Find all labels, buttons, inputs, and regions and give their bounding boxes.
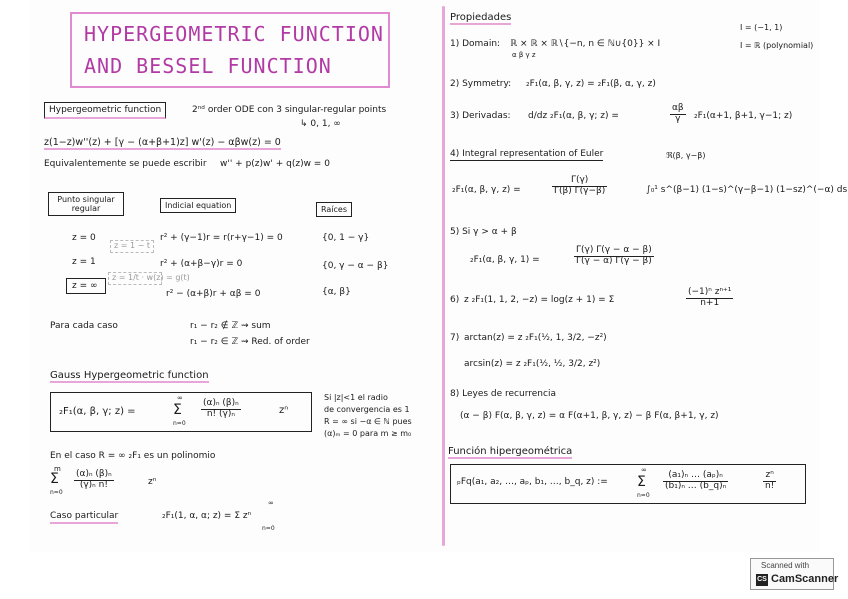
gauss-theorem-frac xyxy=(574,246,654,267)
general-sum-upper: ∞ xyxy=(641,466,647,474)
cases-label: Para cada caso xyxy=(50,321,118,331)
gauss-theorem-lhs: ₂F₁(α, β, γ, 1) = xyxy=(470,255,540,265)
polynomial-text: En el caso R = ∞ ₂F₁ es un polinomio xyxy=(50,451,216,461)
general-z-denominator: n! xyxy=(765,480,775,491)
log-denominator: n+1 xyxy=(700,297,720,308)
gauss-theorem-label: 5) Si γ > α + β xyxy=(450,227,517,237)
sum-sign: Σ xyxy=(173,402,182,418)
domain-polynomial: I = ℝ (polynomial) xyxy=(740,41,814,50)
general-frac xyxy=(663,471,728,492)
case-non-integer: r₁ − r₂ ∉ ℤ ⇝ sum xyxy=(190,321,271,331)
row-point: z = 1 xyxy=(72,257,96,267)
particular-case-label: Caso particular xyxy=(50,512,118,524)
gauss-theorem-numerator: Γ(γ) Γ(γ − α − β) xyxy=(576,245,652,255)
sum-lower: n=0 xyxy=(173,420,186,427)
log-label: 6) xyxy=(450,295,460,305)
equivalent-equation: w'' + p(z)w' + q(z)w = 0 xyxy=(220,159,330,169)
domain-label: 1) Domain: xyxy=(450,39,501,49)
table-header-indicial-equation: Indicial equation xyxy=(160,198,236,213)
equivalent-text: Equivalentemente se puede escribir xyxy=(44,159,207,169)
domain-interval: I = (−1, 1) xyxy=(740,23,783,32)
general-sum-sign: Σ xyxy=(637,474,646,490)
row-roots: {0, γ − α − β} xyxy=(322,261,389,271)
hypergeometric-function-heading: Hypergeometric function xyxy=(44,102,166,119)
general-hypergeometric-lhs: ₚFq(a₁, a₂, …, aₚ, b₁, …, b_q, z) := xyxy=(457,477,608,487)
recurrence-label: 8) Leyes de recurrencia xyxy=(450,389,556,399)
domain-equation: ℝ × ℝ × ℝ∖{−n, n ∈ ℕ∪{0}} × I xyxy=(510,39,661,49)
gauss-note-line: Si |z|<1 el radio xyxy=(324,393,388,402)
log-equation: z ₂F₁(1, 1, 2, −z) = log(z + 1) = Σ xyxy=(464,295,615,305)
integral-lhs: ₂F₁(α, β, γ, z) = xyxy=(452,185,521,195)
symmetry-equation: ₂F₁(α, β, γ, z) = ₂F₁(β, α, γ, z) xyxy=(526,79,656,89)
poly-sum-sign: Σ xyxy=(50,471,59,487)
column-divider xyxy=(442,6,445,546)
table-header-singular-point: Punto singular regular xyxy=(48,192,124,216)
gauss-definition-box xyxy=(50,392,312,432)
gauss-theorem-denominator: Γ(γ − α) Γ(γ − β) xyxy=(576,255,652,266)
camscanner-brand-text: CamScanner xyxy=(771,573,839,585)
general-numerator: (a₁)ₙ … (aₚ)ₙ xyxy=(663,471,728,482)
derivatives-lhs: d/dz ₂F₁(α, β, γ; z) = xyxy=(528,111,619,121)
camscanner-watermark xyxy=(750,558,839,590)
arctan-label: 7) xyxy=(450,333,460,343)
domain-subscripts: α β γ z xyxy=(512,51,536,59)
derivatives-numerator: αβ xyxy=(672,103,684,113)
poly-frac xyxy=(74,470,114,491)
integral-body: ∫₀¹ s^(β−1) (1−s)^(γ−β−1) (1−sz)^(−α) ds xyxy=(646,185,848,195)
poly-zn: zⁿ xyxy=(148,477,157,487)
row-indicial-equation: r² + (α+β−γ)r = 0 xyxy=(160,259,243,269)
particular-sum-upper: ∞ xyxy=(268,499,274,507)
derivatives-frac xyxy=(670,104,686,125)
general-hypergeometric-box xyxy=(450,464,806,504)
general-z-numerator: zⁿ xyxy=(763,471,776,482)
title-line-1: HYPERGEOMETRIC FUNCTION xyxy=(84,22,384,46)
poly-denominator: (γ)ₙ n! xyxy=(79,479,108,490)
sum-upper: ∞ xyxy=(177,394,183,402)
title-box xyxy=(70,12,390,88)
gauss-zn: zⁿ xyxy=(279,405,289,416)
camscanner-logo-icon: CS xyxy=(756,574,768,586)
particular-case-equation: ₂F₁(1, α, α; z) = Σ zⁿ xyxy=(162,511,252,521)
integral-numerator: Γ(γ) xyxy=(552,176,607,187)
integral-condition: ℜ(β, γ−β) xyxy=(666,151,706,160)
log-frac xyxy=(686,288,733,309)
gauss-numerator: (α)ₙ (β)ₙ xyxy=(203,398,239,408)
gauss-denominator: n! (γ)ₙ xyxy=(206,408,235,419)
integral-representation-label: 4) Integral representation of Euler xyxy=(450,149,604,159)
integral-denominator: Γ(β) Γ(γ−β) xyxy=(554,185,606,196)
title-line-2: AND BESSEL FUNCTION xyxy=(84,54,332,78)
row-roots: {α, β} xyxy=(322,287,351,297)
properties-heading: Propiedades xyxy=(450,12,512,23)
log-numerator: (−1)ⁿ zⁿ⁺¹ xyxy=(688,287,732,297)
ode-description: 2ⁿᵈ order ODE con 3 singular-regular points xyxy=(192,105,387,115)
gauss-note-line: R = ∞ si −α ∈ ℕ pues xyxy=(324,417,412,426)
recurrence-equation: (α − β) F(α, β, γ, z) = α F(α+1, β, γ, z) − β F(α, β+1, γ, z) xyxy=(460,411,719,421)
poly-numerator: (α)ₙ (β)ₙ xyxy=(76,469,112,479)
general-sum-lower: n=0 xyxy=(637,492,650,499)
row-substitution-note: z = 1 − t xyxy=(110,240,154,253)
derivatives-label: 3) Derivadas: xyxy=(450,111,511,121)
hypergeometric-ode: z(1−z)w''(z) + [γ − (α+β+1)z] w'(z) − αβw(z) = 0 xyxy=(44,138,281,150)
integral-frac xyxy=(552,176,607,197)
scanned-with-text: Scanned with xyxy=(761,561,810,570)
arctan-equation: arctan(z) = z ₂F₁(½, 1, 3/2, −z²) xyxy=(464,333,607,343)
gauss-frac xyxy=(201,399,241,420)
particular-sum-lower: n=0 xyxy=(262,525,275,532)
derivatives-rhs: ₂F₁(α+1, β+1, γ−1; z) xyxy=(694,111,793,121)
gauss-note-line: de convergencia es 1 xyxy=(324,405,410,414)
row-indicial-equation: r² + (γ−1)r = r(r+γ−1) = 0 xyxy=(160,233,283,243)
gauss-function-heading: Gauss Hypergeometric function xyxy=(50,370,209,381)
notes-page xyxy=(30,0,848,552)
row-roots: {0, 1 − γ} xyxy=(322,233,370,243)
general-z-frac xyxy=(763,471,776,492)
row-substitution-note: z = 1/t · w(z) = g(t) xyxy=(108,272,162,285)
row-point: z = 0 xyxy=(72,233,96,243)
row-point: z = ∞ xyxy=(72,281,98,291)
poly-sum-upper: m xyxy=(54,465,61,473)
symmetry-label: 2) Symmetry: xyxy=(450,79,512,89)
derivatives-denominator: γ xyxy=(675,113,681,124)
table-header-roots: Raíces xyxy=(316,202,352,217)
row-indicial-equation: r² − (α+β)r + αβ = 0 xyxy=(166,289,261,299)
gauss-lhs: ₂F₁(α, β, γ; z) = xyxy=(59,406,136,417)
general-denominator: (b₁)ₙ … (b_q)ₙ xyxy=(665,480,727,491)
poly-sum-lower: n=0 xyxy=(50,489,63,496)
gauss-note-line: (α)ₘ = 0 para m ≥ m₀ xyxy=(324,429,412,438)
general-hypergeometric-heading: Función hipergeométrica xyxy=(448,446,573,457)
case-integer: r₁ − r₂ ∈ ℤ ⇝ Red. of order xyxy=(190,337,310,347)
singular-points: ↳ 0, 1, ∞ xyxy=(300,119,341,129)
arcsin-equation: arcsin(z) = z ₂F₁(½, ½, 3/2, z²) xyxy=(464,359,601,369)
